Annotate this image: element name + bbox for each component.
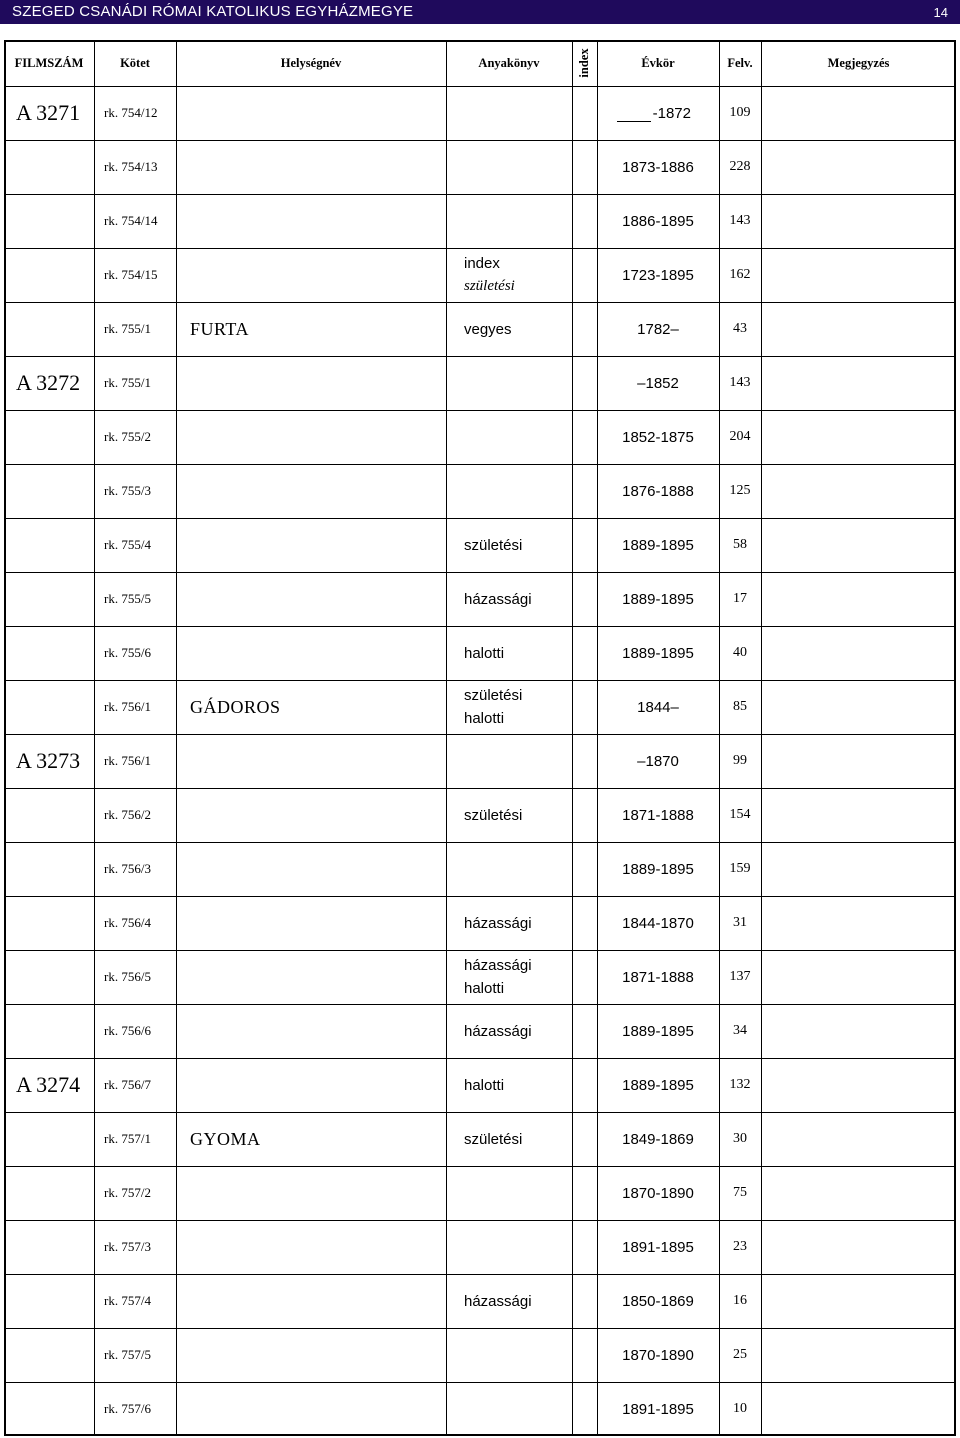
register-type bbox=[464, 626, 572, 680]
register-type bbox=[464, 950, 572, 1004]
document-title: SZEGED CSANÁDI RÓMAI KATOLIKUS EGYHÁZMEGYE bbox=[12, 3, 414, 20]
exposure-count: 143 bbox=[729, 213, 751, 228]
exposure-count: 137 bbox=[729, 969, 751, 984]
column-header-index: index bbox=[576, 48, 591, 78]
register-type bbox=[464, 1220, 572, 1274]
exposure-count: 10 bbox=[733, 1401, 747, 1416]
volume-code: rk. 757/3 bbox=[104, 1239, 151, 1254]
place-name bbox=[190, 572, 440, 626]
place-name bbox=[190, 518, 440, 572]
register-type-line: születési bbox=[464, 536, 523, 554]
volume-code: rk. 756/6 bbox=[104, 1023, 151, 1038]
year-range: 1876-1888 bbox=[622, 482, 694, 500]
register-type bbox=[464, 1058, 572, 1112]
column-header-evkor: Évkör bbox=[641, 55, 675, 70]
place-name bbox=[190, 896, 440, 950]
place-name bbox=[190, 788, 440, 842]
film-number bbox=[4, 248, 106, 302]
film-number bbox=[4, 518, 106, 572]
place-name bbox=[190, 356, 440, 410]
volume-code: rk. 757/1 bbox=[104, 1131, 151, 1146]
film-number: A 3274 bbox=[16, 1072, 81, 1097]
volume-code: rk. 756/2 bbox=[104, 807, 151, 822]
volume-code: rk. 755/4 bbox=[104, 537, 151, 552]
volume-code: rk. 757/2 bbox=[104, 1185, 151, 1200]
film-number bbox=[4, 1112, 106, 1166]
volume-code: rk. 757/4 bbox=[104, 1293, 151, 1308]
column-header-anyakonyv: Anyakönyv bbox=[478, 55, 540, 70]
exposure-count: 159 bbox=[729, 861, 751, 876]
column-divider bbox=[176, 40, 177, 1436]
exposure-count: 43 bbox=[733, 321, 747, 336]
register-type-line: házassági bbox=[464, 914, 532, 932]
volume-code: rk. 755/1 bbox=[104, 321, 151, 336]
exposure-count: 99 bbox=[733, 753, 747, 768]
exposure-count: 17 bbox=[733, 591, 747, 606]
blank-start-year-line bbox=[617, 105, 651, 122]
year-range: 1871-1888 bbox=[622, 968, 694, 986]
place-name bbox=[190, 1058, 440, 1112]
register-type bbox=[464, 302, 572, 356]
place-name bbox=[190, 734, 440, 788]
place-name bbox=[190, 626, 440, 680]
volume-code: rk. 755/5 bbox=[104, 591, 151, 606]
place-name bbox=[190, 140, 440, 194]
register-type bbox=[464, 248, 572, 302]
volume-code: rk. 757/6 bbox=[104, 1401, 151, 1416]
register-type-line: születési bbox=[464, 1130, 523, 1148]
register-type-line: születési bbox=[464, 806, 523, 824]
register-type-line: születési bbox=[464, 278, 515, 294]
register-type bbox=[464, 194, 572, 248]
year-range: 1889-1895 bbox=[622, 536, 694, 554]
column-header-filmszam: FILMSZÁM bbox=[14, 55, 84, 70]
register-type bbox=[464, 680, 572, 734]
register-type bbox=[464, 1112, 572, 1166]
register-type bbox=[464, 518, 572, 572]
year-range: 1844– bbox=[637, 698, 679, 716]
place-name bbox=[190, 1382, 440, 1436]
film-number bbox=[4, 1220, 106, 1274]
register-type-line: index bbox=[464, 255, 500, 272]
year-range: 1782– bbox=[637, 320, 679, 338]
register-type bbox=[464, 1166, 572, 1220]
place-name bbox=[190, 248, 440, 302]
place-name bbox=[190, 1328, 440, 1382]
register-type bbox=[464, 842, 572, 896]
year-range: 1891-1895 bbox=[622, 1400, 694, 1418]
film-number: A 3273 bbox=[16, 748, 81, 773]
film-number bbox=[4, 842, 106, 896]
register-type bbox=[464, 734, 572, 788]
volume-code: rk. 755/3 bbox=[104, 483, 151, 498]
film-number bbox=[4, 1274, 106, 1328]
register-type bbox=[464, 464, 572, 518]
film-number bbox=[4, 896, 106, 950]
volume-code: rk. 755/1 bbox=[104, 375, 151, 390]
film-number bbox=[4, 194, 106, 248]
column-header-helysegnev: Helységnév bbox=[280, 55, 342, 70]
exposure-count: 16 bbox=[733, 1293, 747, 1308]
place-name: GYOMA bbox=[190, 1128, 261, 1149]
exposure-count: 40 bbox=[733, 645, 747, 660]
year-range: 1889-1895 bbox=[622, 1022, 694, 1040]
place-name bbox=[190, 1220, 440, 1274]
place-name bbox=[190, 1166, 440, 1220]
volume-code: rk. 755/2 bbox=[104, 429, 151, 444]
register-type bbox=[464, 86, 572, 140]
year-range: 1850-1869 bbox=[622, 1292, 694, 1310]
column-divider bbox=[572, 40, 573, 1436]
exposure-count: 228 bbox=[729, 159, 751, 174]
register-type bbox=[464, 1382, 572, 1436]
exposure-count: 23 bbox=[733, 1239, 747, 1254]
volume-code: rk. 756/7 bbox=[104, 1077, 151, 1092]
register-type-line: születési bbox=[464, 687, 523, 704]
column-header-megjegyzes: Megjegyzés bbox=[827, 55, 890, 70]
exposure-count: 34 bbox=[733, 1023, 747, 1038]
year-range: 1889-1895 bbox=[622, 590, 694, 608]
register-type-line: halotti bbox=[464, 980, 505, 997]
volume-code: rk. 756/3 bbox=[104, 861, 151, 876]
year-range: 1870-1890 bbox=[622, 1346, 694, 1364]
place-name bbox=[190, 464, 440, 518]
year-range: 1889-1895 bbox=[622, 644, 694, 662]
film-number bbox=[4, 464, 106, 518]
place-name bbox=[190, 86, 440, 140]
year-range: 1844-1870 bbox=[622, 914, 694, 932]
volume-code: rk. 756/5 bbox=[104, 969, 151, 984]
film-number: A 3272 bbox=[16, 370, 81, 395]
exposure-count: 143 bbox=[729, 375, 751, 390]
register-type-line: halotti bbox=[464, 1076, 505, 1094]
exposure-count: 30 bbox=[733, 1131, 747, 1146]
register-type bbox=[464, 788, 572, 842]
year-range: 1891-1895 bbox=[622, 1238, 694, 1256]
film-number bbox=[4, 626, 106, 680]
year-range: 1886-1895 bbox=[622, 212, 694, 230]
film-number: A 3271 bbox=[16, 100, 81, 125]
year-range: 1871-1888 bbox=[622, 806, 694, 824]
year-range: 1889-1895 bbox=[622, 1076, 694, 1094]
register-type bbox=[464, 1004, 572, 1058]
exposure-count: 75 bbox=[733, 1185, 747, 1200]
year-range: 1723-1895 bbox=[622, 266, 694, 284]
register-type-line: vegyes bbox=[464, 320, 512, 338]
register-type bbox=[464, 410, 572, 464]
year-range: 1852-1875 bbox=[622, 428, 694, 446]
register-type-line: halotti bbox=[464, 710, 505, 727]
register-type-line: halotti bbox=[464, 644, 505, 662]
film-number bbox=[4, 140, 106, 194]
place-name bbox=[190, 194, 440, 248]
film-number bbox=[4, 788, 106, 842]
year-range: –1870 bbox=[637, 752, 679, 770]
place-name: GÁDOROS bbox=[190, 696, 281, 717]
exposure-count: 109 bbox=[729, 105, 751, 120]
register-type bbox=[464, 1274, 572, 1328]
register-type bbox=[464, 140, 572, 194]
exposure-count: 31 bbox=[733, 915, 747, 930]
document-header-bar bbox=[0, 0, 960, 24]
volume-code: rk. 756/1 bbox=[104, 699, 151, 714]
year-range: 1870-1890 bbox=[622, 1184, 694, 1202]
year-range: 1889-1895 bbox=[622, 860, 694, 878]
film-number bbox=[4, 1004, 106, 1058]
volume-code: rk. 755/6 bbox=[104, 645, 151, 660]
register-type bbox=[464, 1328, 572, 1382]
place-name: FURTA bbox=[190, 318, 249, 339]
volume-code: rk. 754/13 bbox=[104, 159, 158, 174]
place-name bbox=[190, 1004, 440, 1058]
year-range-text: -1872 bbox=[652, 104, 691, 122]
year-range bbox=[597, 86, 719, 140]
volume-code: rk. 754/15 bbox=[104, 267, 158, 282]
exposure-count: 162 bbox=[729, 267, 751, 282]
film-number bbox=[4, 950, 106, 1004]
page-number: 14 bbox=[933, 5, 948, 20]
volume-code: rk. 757/5 bbox=[104, 1347, 151, 1362]
place-name bbox=[190, 950, 440, 1004]
exposure-count: 58 bbox=[733, 537, 747, 552]
exposure-count: 85 bbox=[733, 699, 747, 714]
register-type bbox=[464, 572, 572, 626]
exposure-count: 204 bbox=[729, 429, 751, 444]
film-number bbox=[4, 680, 106, 734]
register-type-line: házassági bbox=[464, 1022, 532, 1040]
volume-code: rk. 756/4 bbox=[104, 915, 151, 930]
exposure-count: 125 bbox=[729, 483, 751, 498]
film-number bbox=[4, 1382, 106, 1436]
exposure-count: 132 bbox=[729, 1077, 751, 1092]
film-number bbox=[4, 1328, 106, 1382]
register-type-line: házassági bbox=[464, 957, 532, 974]
column-divider bbox=[761, 40, 762, 1436]
year-range: 1849-1869 bbox=[622, 1130, 694, 1148]
exposure-count: 154 bbox=[729, 807, 751, 822]
place-name bbox=[190, 842, 440, 896]
register-type-line: házassági bbox=[464, 590, 532, 608]
year-range: –1852 bbox=[637, 374, 679, 392]
volume-code: rk. 756/1 bbox=[104, 753, 151, 768]
column-header-kotet: Kötet bbox=[120, 55, 150, 70]
place-name bbox=[190, 1274, 440, 1328]
volume-code: rk. 754/12 bbox=[104, 105, 158, 120]
volume-code: rk. 754/14 bbox=[104, 213, 158, 228]
register-type-line: házassági bbox=[464, 1292, 532, 1310]
year-range: 1873-1886 bbox=[622, 158, 694, 176]
column-header-felv: Felv. bbox=[727, 55, 753, 70]
film-number bbox=[4, 1166, 106, 1220]
film-number bbox=[4, 410, 106, 464]
register-type bbox=[464, 356, 572, 410]
exposure-count: 25 bbox=[733, 1347, 747, 1362]
column-divider bbox=[446, 40, 447, 1436]
register-type bbox=[464, 896, 572, 950]
place-name bbox=[190, 410, 440, 464]
film-number bbox=[4, 302, 106, 356]
film-number bbox=[4, 572, 106, 626]
